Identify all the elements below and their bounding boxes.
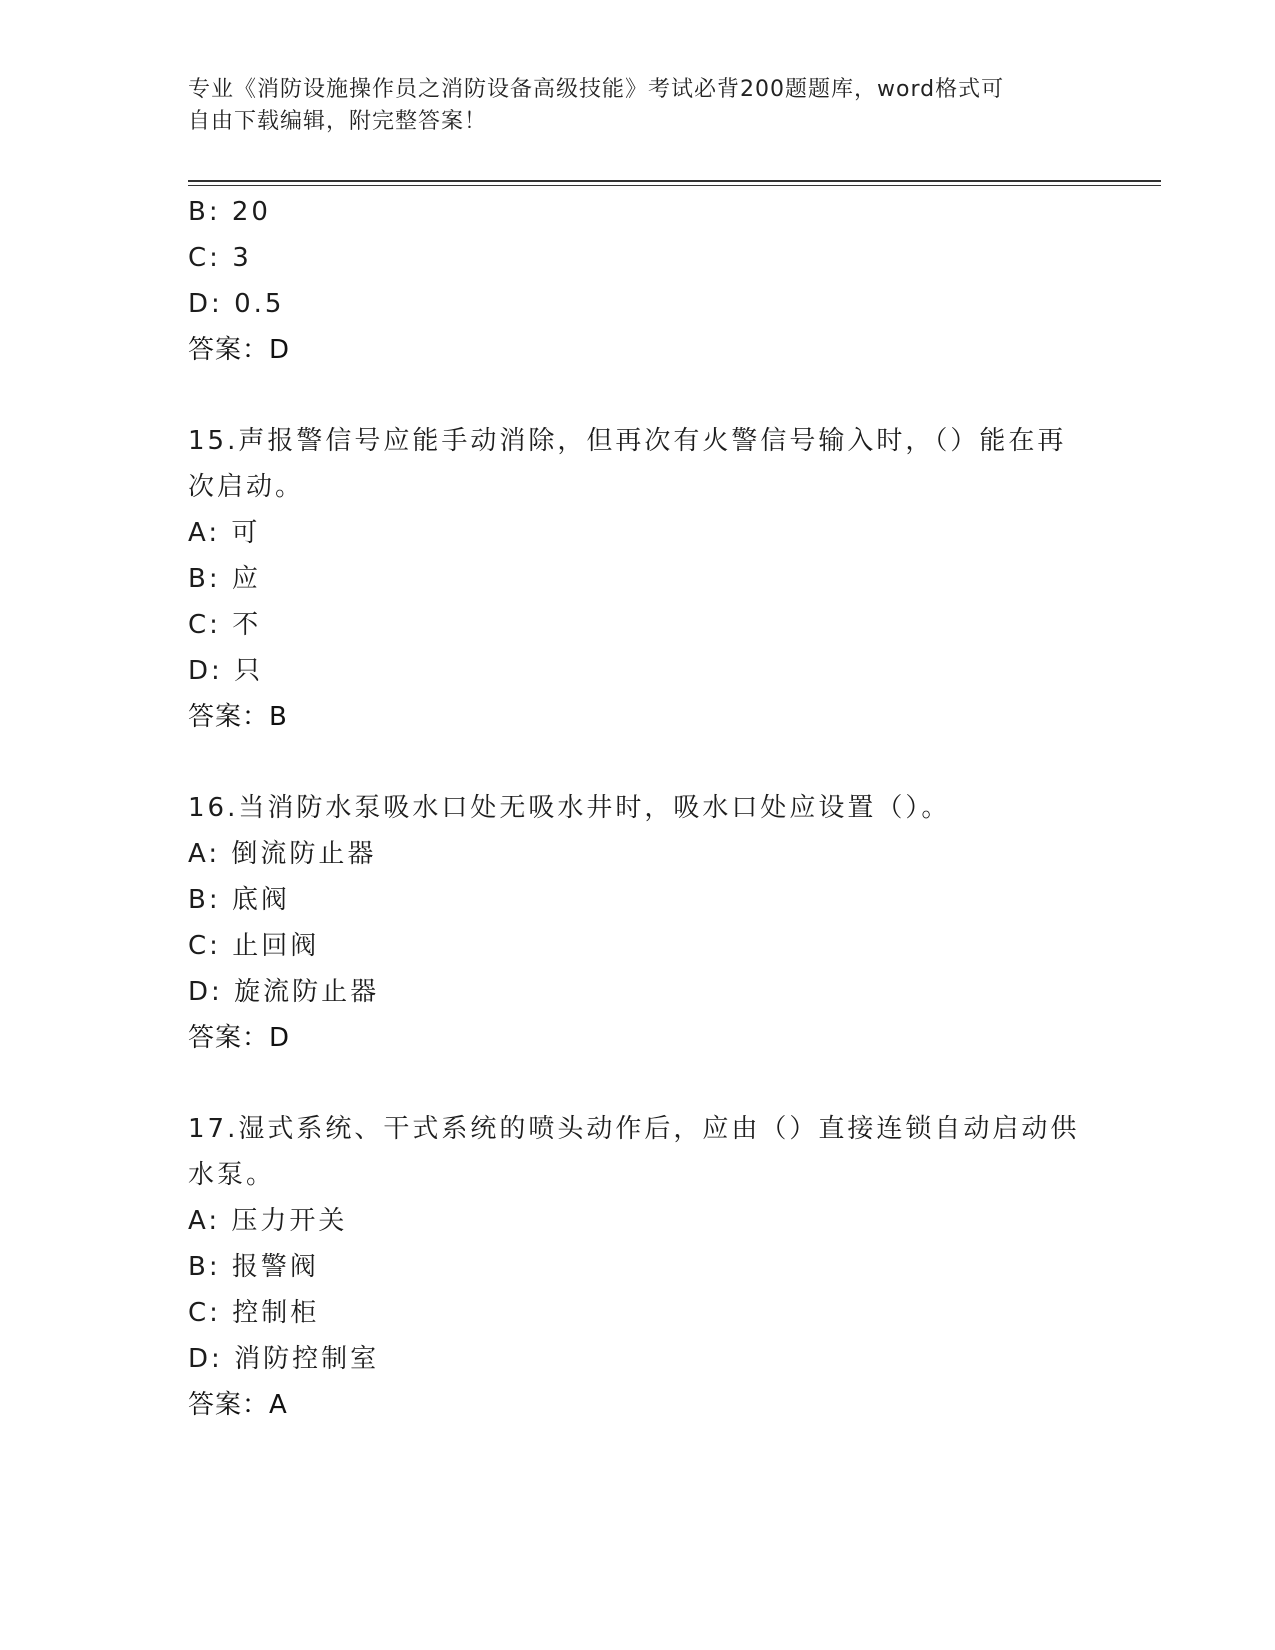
question-text: 当消防水泵吸水口处无吸水井时，吸水口处应设置（）。 — [238, 793, 951, 823]
document-header — [188, 74, 1068, 138]
option-key: B — [188, 885, 209, 915]
spacer — [188, 373, 1088, 418]
option-key: B — [188, 197, 209, 227]
question-14-tail — [188, 189, 1088, 373]
option-c — [188, 923, 1088, 969]
option-text: 旋流防止器 — [234, 977, 380, 1007]
option-separator: : — [208, 1206, 221, 1236]
option-key: D — [188, 1344, 212, 1374]
option-text: 控制柜 — [232, 1298, 320, 1328]
answer-line — [188, 694, 1088, 740]
option-separator: : — [208, 564, 221, 594]
header-divider-thin — [188, 185, 1161, 186]
option-b — [188, 1244, 1088, 1290]
question-stem — [188, 1106, 1088, 1198]
option-text: 应 — [231, 564, 261, 594]
option-separator: : — [208, 839, 221, 869]
option-separator: : — [211, 1344, 223, 1374]
option-d — [188, 969, 1088, 1015]
answer-value: D — [269, 335, 291, 365]
option-separator: : — [211, 656, 223, 686]
question-15 — [188, 418, 1088, 740]
option-text: 可 — [231, 518, 261, 548]
option-text: 止回阀 — [232, 931, 320, 961]
spacer — [188, 1061, 1088, 1106]
spacer — [188, 740, 1088, 785]
option-b — [188, 877, 1088, 923]
option-separator: : — [209, 931, 221, 961]
option-separator: : — [208, 1252, 221, 1282]
option-c — [188, 1290, 1088, 1336]
document-body — [188, 189, 1088, 1428]
option-separator: : — [211, 289, 223, 319]
option-key: A — [188, 1206, 209, 1236]
answer-line — [188, 327, 1088, 373]
option-separator: : — [209, 610, 221, 640]
answer-label: 答案： — [188, 1390, 270, 1420]
answer-line — [188, 1015, 1088, 1061]
option-b — [188, 189, 1088, 235]
header-line-1: 专业《消防设施操作员之消防设备高级技能》考试必背200题题库，word格式可 — [188, 77, 1005, 102]
option-key: C — [188, 931, 210, 961]
question-stem — [188, 418, 1088, 510]
option-key: C — [188, 1298, 210, 1328]
option-text: 只 — [234, 656, 264, 686]
answer-label: 答案： — [188, 1023, 270, 1053]
header-line-2: 自由下载编辑，附完整答案！ — [188, 109, 488, 134]
question-17 — [188, 1106, 1088, 1428]
question-text: 湿式系统、干式系统的喷头动作后，应由（）直接连锁自动启动供水泵。 — [188, 1114, 1080, 1190]
option-d — [188, 281, 1088, 327]
option-separator: : — [211, 977, 223, 1007]
option-c — [188, 602, 1088, 648]
option-text: 20 — [231, 197, 271, 227]
question-text: 声报警信号应能手动消除，但再次有火警信号输入时，（）能在再次启动。 — [188, 426, 1067, 502]
question-16 — [188, 785, 1088, 1061]
option-a — [188, 1198, 1088, 1244]
option-text: 压力开关 — [231, 1206, 348, 1236]
option-text: 底阀 — [231, 885, 290, 915]
answer-line — [188, 1382, 1088, 1428]
answer-label: 答案： — [188, 702, 270, 732]
option-key: B — [188, 1252, 209, 1282]
question-number: 15. — [188, 426, 239, 456]
option-key: C — [188, 610, 210, 640]
option-key: C — [188, 243, 210, 273]
option-text: 不 — [232, 610, 262, 640]
option-key: D — [188, 289, 212, 319]
option-key: D — [188, 977, 212, 1007]
option-separator: : — [208, 197, 221, 227]
option-d — [188, 1336, 1088, 1382]
option-key: A — [188, 518, 209, 548]
option-key: D — [188, 656, 212, 686]
question-number: 17. — [188, 1114, 239, 1144]
option-text: 报警阀 — [231, 1252, 319, 1282]
option-a — [188, 831, 1088, 877]
option-separator: : — [209, 243, 221, 273]
option-text: 倒流防止器 — [231, 839, 377, 869]
option-key: B — [188, 564, 209, 594]
option-d — [188, 648, 1088, 694]
option-separator: : — [208, 885, 221, 915]
header-divider-thick — [188, 180, 1161, 182]
answer-value: D — [269, 1023, 291, 1053]
option-c — [188, 235, 1088, 281]
option-text: 0.5 — [234, 289, 285, 319]
answer-label: 答案： — [188, 335, 270, 365]
option-separator: : — [208, 518, 221, 548]
option-a — [188, 510, 1088, 556]
question-stem — [188, 785, 1088, 831]
answer-value: A — [269, 1390, 288, 1420]
option-b — [188, 556, 1088, 602]
option-key: A — [188, 839, 209, 869]
question-number: 16. — [188, 793, 239, 823]
option-text: 消防控制室 — [234, 1344, 380, 1374]
answer-value: B — [269, 702, 288, 732]
option-text: 3 — [232, 243, 252, 273]
option-separator: : — [209, 1298, 221, 1328]
